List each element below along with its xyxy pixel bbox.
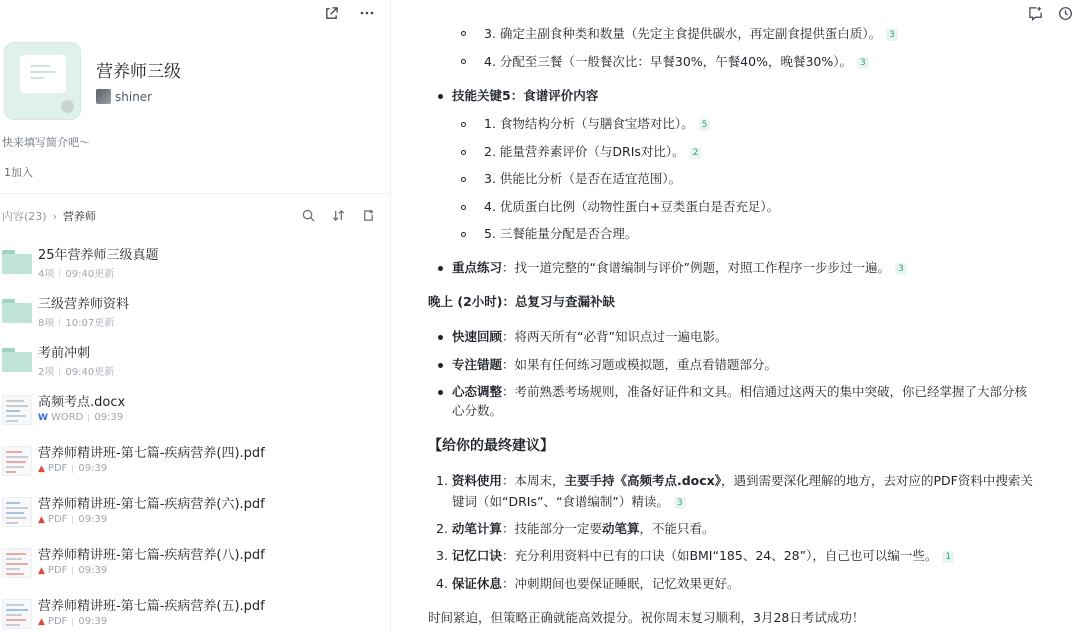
- advice-item: 3. 记忆口诀：充分利用资料中已有的口诀（如BMI“185、24、28”），自己也可以编一些。 1: [436, 547, 954, 566]
- list-item[interactable]: [0, 544, 380, 584]
- item-name: 营养师精讲班-第七篇-疾病营养(五).pdf: [38, 599, 265, 614]
- item-meta: 2项 09:40更新: [38, 367, 115, 378]
- closing-text: 时间紧迫，但策略正确就能高效提分。祝你周末复习顺利，3月28日考试成功！: [428, 610, 865, 625]
- citation-badge[interactable]: 3: [857, 57, 869, 69]
- joined-count[interactable]: 1加入: [4, 166, 33, 179]
- section-heading: 晚上 (2小时)：总复习与查漏补缺: [428, 294, 615, 309]
- panel-actions: [322, 4, 376, 22]
- item-meta: ▲ PDF 09:39: [38, 565, 108, 576]
- list-item[interactable]: [0, 391, 380, 431]
- pdf-icon: ▲: [38, 514, 45, 525]
- search-icon[interactable]: [300, 207, 316, 223]
- sub-item: 2. 能量营养素评价（与DRIs对比）。 2: [484, 143, 701, 162]
- folder-icon: [2, 299, 32, 323]
- advice-item: 1. 资料使用：本周末，主要手持《高频考点.docx》，遇到需要深化理解的地方，去对应的PDF资料中搜索关: [436, 473, 1033, 488]
- citation-badge[interactable]: 3: [895, 263, 907, 275]
- knowledge-base-cover[interactable]: [4, 42, 81, 120]
- pdf-thumbnail: [2, 497, 32, 527]
- sub-item: 3. 确定主副食种类和数量（先定主食提供碳水，再定副食提供蛋白质）。 3: [484, 25, 898, 44]
- add-icon[interactable]: [360, 207, 376, 223]
- knowledge-base-panel: [0, 0, 391, 633]
- knowledge-base-title: 营养师三级: [96, 62, 181, 82]
- list-item[interactable]: [0, 493, 380, 533]
- word-doc-thumbnail: [2, 395, 32, 425]
- item-meta: 4项 09:40更新: [38, 269, 115, 280]
- item-meta: W WORD 09:39: [38, 412, 124, 423]
- bullet-item: 专注错题：如果有任何练习题或模拟题，重点看错题部分。: [452, 357, 778, 372]
- sub-bullet: [461, 59, 466, 64]
- list-item[interactable]: [0, 595, 380, 633]
- item-meta: 8项 10:07更新: [38, 318, 115, 329]
- chat-answer-panel: [392, 0, 1080, 633]
- pdf-thumbnail: [2, 548, 32, 578]
- sub-bullet: [461, 177, 466, 182]
- cover-doc-icon: [20, 55, 66, 93]
- advice-item: 2. 动笔计算：技能部分一定要动笔算，不能只看。: [436, 521, 715, 536]
- citation-badge[interactable]: 1: [942, 551, 954, 563]
- sort-icon[interactable]: [330, 207, 346, 223]
- item-name: 营养师精讲班-第七篇-疾病营养(四).pdf: [38, 446, 265, 461]
- list-item[interactable]: [0, 442, 380, 482]
- bullet-item: 心态调整：考前熟悉考场规则，准备好证件和文具。相信通过这两天的集中突破，你已经掌握了大部分核: [452, 384, 1028, 399]
- item-name: 三级营养师资料: [38, 297, 130, 312]
- sub-item: 4. 分配至三餐（一般餐次比：早餐30%，午餐40%，晚餐30%）。 3: [484, 53, 869, 72]
- item-meta: ▲ PDF 09:39: [38, 514, 108, 525]
- list-item[interactable]: [0, 342, 380, 382]
- divider: [0, 193, 391, 194]
- bullet: [438, 266, 443, 271]
- item-name: 营养师精讲班-第七篇-疾病营养(六).pdf: [38, 497, 265, 512]
- sub-item: 5. 三餐能量分配是否合理。: [484, 226, 638, 241]
- share-icon[interactable]: [322, 4, 340, 22]
- practice-item: 重点练习：找一道完整的“食谱编制与评价”例题，对照工作程序一步步过一遍。 3: [452, 259, 907, 278]
- bullet: [438, 335, 443, 340]
- item-name: 考前冲刺: [38, 346, 91, 361]
- item-meta: ▲ PDF 09:39: [38, 616, 108, 627]
- list-item[interactable]: [0, 244, 380, 284]
- bullet-item-cont: 心分数。: [452, 403, 503, 418]
- pdf-thumbnail: [2, 599, 32, 629]
- item-meta: ▲ PDF 09:39: [38, 463, 108, 474]
- citation-badge[interactable]: 5: [699, 119, 711, 131]
- list-item[interactable]: [0, 293, 380, 333]
- new-chat-icon[interactable]: [1026, 4, 1044, 22]
- chat-actions: [1026, 4, 1074, 22]
- bullet: [438, 390, 443, 395]
- sub-bullet: [461, 150, 466, 155]
- citation-badge[interactable]: 2: [690, 147, 702, 159]
- sub-bullet: [461, 31, 466, 36]
- pdf-thumbnail: [2, 446, 32, 476]
- pdf-icon: ▲: [38, 463, 45, 474]
- owner-name: shiner: [115, 89, 153, 104]
- advice-item: 4. 保证休息：冲刺期间也要保证睡眠，记忆效果更好。: [436, 576, 740, 591]
- breadcrumb: [2, 208, 96, 224]
- sub-bullet: [461, 122, 466, 127]
- item-name: 高频考点.docx: [38, 395, 126, 410]
- skill-heading: 技能关键5：食谱评价内容: [452, 88, 599, 103]
- citation-badge[interactable]: 3: [886, 29, 898, 41]
- history-icon[interactable]: [1056, 4, 1074, 22]
- list-tools: [300, 207, 376, 223]
- pdf-icon: ▲: [38, 565, 45, 576]
- more-icon[interactable]: [358, 4, 376, 22]
- citation-badge[interactable]: 3: [674, 497, 686, 509]
- advice-heading: 【给你的最终建议】: [428, 438, 554, 454]
- avatar: [96, 89, 111, 104]
- edit-cover-icon[interactable]: [61, 100, 74, 113]
- intro-placeholder[interactable]: 快来填写简介吧～: [2, 136, 90, 149]
- chevron-right-icon: ›: [52, 209, 57, 223]
- folder-icon: [2, 348, 32, 372]
- folder-icon: [2, 250, 32, 274]
- item-name: 营养师精讲班-第七篇-疾病营养(八).pdf: [38, 548, 265, 563]
- sub-item: 4. 优质蛋白比例（动物性蛋白+豆类蛋白是否充足）。: [484, 199, 780, 214]
- word-icon: W: [38, 412, 48, 423]
- sub-item: 1. 食物结构分析（与膳食宝塔对比）。 5: [484, 115, 710, 134]
- pdf-icon: ▲: [38, 616, 45, 627]
- sub-item: 3. 供能比分析（是否在适宜范围）。: [484, 171, 682, 186]
- sub-bullet: [461, 205, 466, 210]
- bullet: [438, 94, 443, 99]
- breadcrumb-root[interactable]: 内容(23): [2, 210, 47, 223]
- breadcrumb-current: 营养师: [63, 210, 96, 223]
- owner-info: [96, 89, 152, 104]
- advice-item-cont: 键词（如“DRIs”、“食谱编制”）精读。 3: [452, 493, 686, 512]
- bullet-item: 快速回顾：将两天所有“必背”知识点过一遍电影。: [452, 329, 728, 344]
- bullet: [438, 363, 443, 368]
- sub-bullet: [461, 232, 466, 237]
- item-name: 25年营养师三级真题: [38, 248, 159, 263]
